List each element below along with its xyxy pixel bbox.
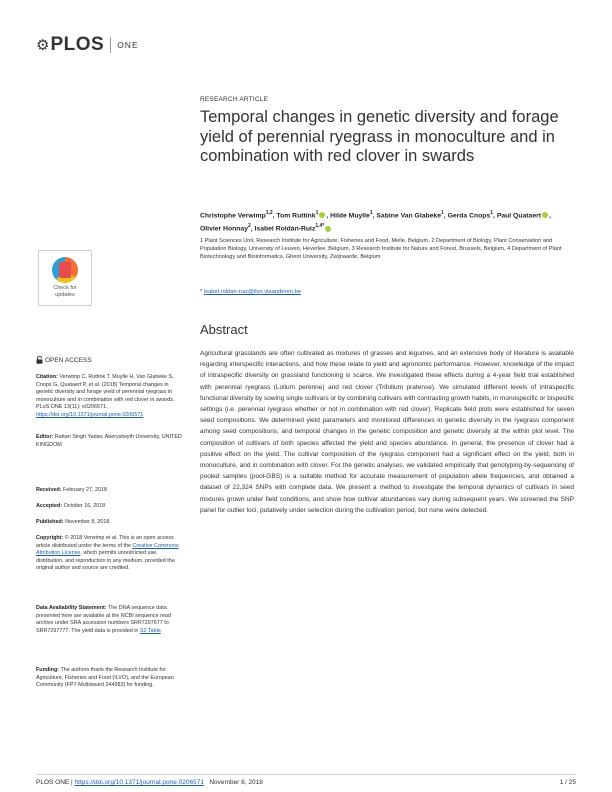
abstract-heading: Abstract <box>200 322 248 337</box>
article-type: RESEARCH ARTICLE <box>200 96 269 103</box>
author-name: Hilde Muylle <box>330 212 370 220</box>
data-availability-label: Data Availability Statement: <box>36 605 107 611</box>
funding-label: Funding: <box>36 667 60 673</box>
footer-divider <box>36 774 576 775</box>
author-separator: , <box>493 212 497 220</box>
copyright-block <box>36 535 186 573</box>
author-name: Christophe Verwimp <box>200 212 266 220</box>
open-lock-icon <box>36 356 43 364</box>
cc-license-link[interactable]: Creative Commons Attribution License <box>36 542 179 557</box>
data-availability-text: The DNA sequence data presented here are available at the NCBI sequence read archive under SRA accession numbers SRR7297677 to SRR7297777. The yield data is provided in <box>36 605 171 634</box>
check-updates-label-2: updates <box>55 291 75 298</box>
received-label: Received: <box>36 487 62 493</box>
accepted-label: Accepted: <box>36 503 63 509</box>
author-affiliation-mark: 1 <box>441 210 444 216</box>
logo-divider <box>110 37 111 53</box>
author-affiliation-mark: 1 <box>490 210 494 216</box>
footer-journal: PLOS ONE | <box>36 779 73 786</box>
author-name: Olivier Honnay <box>200 225 248 233</box>
editor-text: Rattan Singh Yadav, Aberystwyth University, UNITED KINGDOM <box>36 434 182 448</box>
author-name: Gerda Cnops <box>447 212 491 220</box>
author-separator: , <box>443 212 448 220</box>
citation-label: Citation: <box>36 374 58 380</box>
abstract-text: Agricultural grasslands are often cultivated as mixtures of grasses and legumes, and an extensive body of literature is available regarding interspecific interactions, and how these relate to yield and agronomic performance. However, knowledge of the impact of intraspecific diversity on grassland functioning is scarce. We investigated these effects during a 4-year field trial established with perennial ryegrass (Lolium perenne) and red clover (Trifolium pratense). We simulated different levels of intraspecific functional diversity by sowing single cultivars or by combining cultivars with contrasting growth habits, in monospecific or bispecific settings (i.e. perennial ryegrass whether or not in combination with red clover). Replicate field plots were established for seven seed compositions. We determined yield parameters and monitored differences in genetic diversity in the ryegrass component among seed compositions, and temporal changes in the genetic composition and genetic diversity at the within plot level. The composition of cultivars of both species affected the yield and species abundance. In general, the presence of clover had a positive effect on the yield. The cultivar composition of the ryegrass component had a significant effect on the yield, both in monoculture, and in combination with clover. For the genetic analyses, we validated empirically that genotyping-by-sequencing of pooled samples (pool-GBS) is a suitable method for accurate measurement of population allele frequencies, and obtained a dataset of 22,324 SNPs with complete data. We present a method to investigate the temporal dynamics of cultivars in seed mixtures grown under field conditions, and show how cultivar abundances vary during subsequent years. We screened the SNP panel for outlier loci, putatively under selection during the cultivation period, but none were detected. <box>200 350 574 514</box>
copyright-text-2: , which permits unrestricted use, distribution, and reproduction in any medium, provided the original author and source are credited. <box>36 550 175 572</box>
funding-block <box>36 667 186 690</box>
author-name: Isabel Roldán-Ruiz <box>254 225 316 233</box>
orcid-icon[interactable] <box>319 212 325 218</box>
author-separator: , <box>326 212 331 220</box>
citation-text: Verwimp C, Ruttink T, Muylle H, Van Glabeke S, Cnops G, Quataert P, et al. (2018) Temporal changes in genetic diversity and forage yield of perennial ryegrass in monoculture and in combination with red clover in swards. PLoS ONE 13(11): e0206571. <box>36 374 175 411</box>
plos-brand: PLOS <box>50 34 105 55</box>
page-footer <box>36 779 576 786</box>
published-label: Published: <box>36 519 64 525</box>
author-affiliation-mark: 1 <box>315 210 319 216</box>
corresponding-marker: * <box>200 289 203 295</box>
author-separator: , <box>272 212 277 220</box>
author-list <box>200 208 570 235</box>
author-separator: , <box>549 212 551 220</box>
published-block <box>36 519 186 527</box>
citation-block <box>36 374 186 420</box>
author-affiliation-mark: 1 <box>369 210 373 216</box>
citation-doi-link[interactable]: https://doi.org/10.1371/journal.pone.0206571 <box>36 411 144 418</box>
author-name: Tom Ruttink <box>276 212 316 220</box>
orcid-icon[interactable] <box>542 212 548 218</box>
data-availability-block <box>36 605 186 635</box>
article-title: Temporal changes in genetic diversity and forage yield of perennial ryegrass in monoculture and in combination with red clover in swards <box>200 108 559 165</box>
page-number: 1 / 25 <box>559 779 576 786</box>
open-access-badge <box>36 356 92 364</box>
editor-block <box>36 434 186 449</box>
corresponding-email-link[interactable]: isabel.roldan-ruiz@ilvo.vlaanderen.be <box>203 289 301 295</box>
plos-logo <box>36 34 139 56</box>
copyright-text-1: © 2018 Verwimp et al. This is an open access article distributed under the terms of the <box>36 535 174 549</box>
published-date: November 8, 2018 <box>65 519 110 525</box>
s2-table-link[interactable]: S2 Table <box>139 627 161 634</box>
author-affiliation-mark: 1,2 <box>265 210 273 216</box>
footer-date: November 8, 2018 <box>209 779 263 786</box>
author-separator: , <box>250 225 255 233</box>
data-availability-end: . <box>160 627 163 634</box>
editor-label: Editor: <box>36 434 54 440</box>
open-access-label: OPEN ACCESS <box>45 356 92 364</box>
accepted-date: October 16, 2018 <box>63 503 106 509</box>
author-separator: , <box>372 212 377 220</box>
orcid-icon[interactable] <box>325 226 331 232</box>
journal-name: ONE <box>117 40 139 50</box>
author-affiliation-mark: 1,4* <box>315 223 325 230</box>
corresponding-email-line <box>200 289 301 295</box>
author-name: Sabine Van Glabeke <box>376 212 441 220</box>
affiliations: 1 Plant Sciences Unit, Research Institute for Agriculture, Fisheries and Food, Melle, Belgium, 2 Department of Biology, Plant Conservation and Population Biology, University of Leuven, Heverlee, Belgium, 3 Research Institute for Nature and Forest, Brussels, Belgium, 4 Department of Plant Biotechnology and Bioinformatics, Ghent University, Zwijnaarde, Belgium <box>200 238 562 260</box>
check-updates-icon <box>52 257 78 283</box>
author-affiliation-mark: 2 <box>247 223 251 230</box>
received-block <box>36 487 186 495</box>
author-name: Paul Quataert <box>496 212 542 220</box>
received-date: February 27, 2018 <box>62 487 108 493</box>
plos-mark-icon: ⚙ <box>36 37 50 54</box>
copyright-label: Copyright: <box>36 535 64 541</box>
funding-text: The authors thank the Research Institute for Agriculture, Fisheries and Food (ILVO), and the European Community (FP7-Multisward 244983) for funding. <box>36 667 174 689</box>
accepted-block <box>36 503 186 511</box>
check-for-updates-button[interactable] <box>38 250 92 306</box>
footer-doi-link[interactable]: https://doi.org/10.1371/journal.pone.0206571 <box>74 779 204 786</box>
check-updates-label-1: Check for <box>53 285 77 291</box>
